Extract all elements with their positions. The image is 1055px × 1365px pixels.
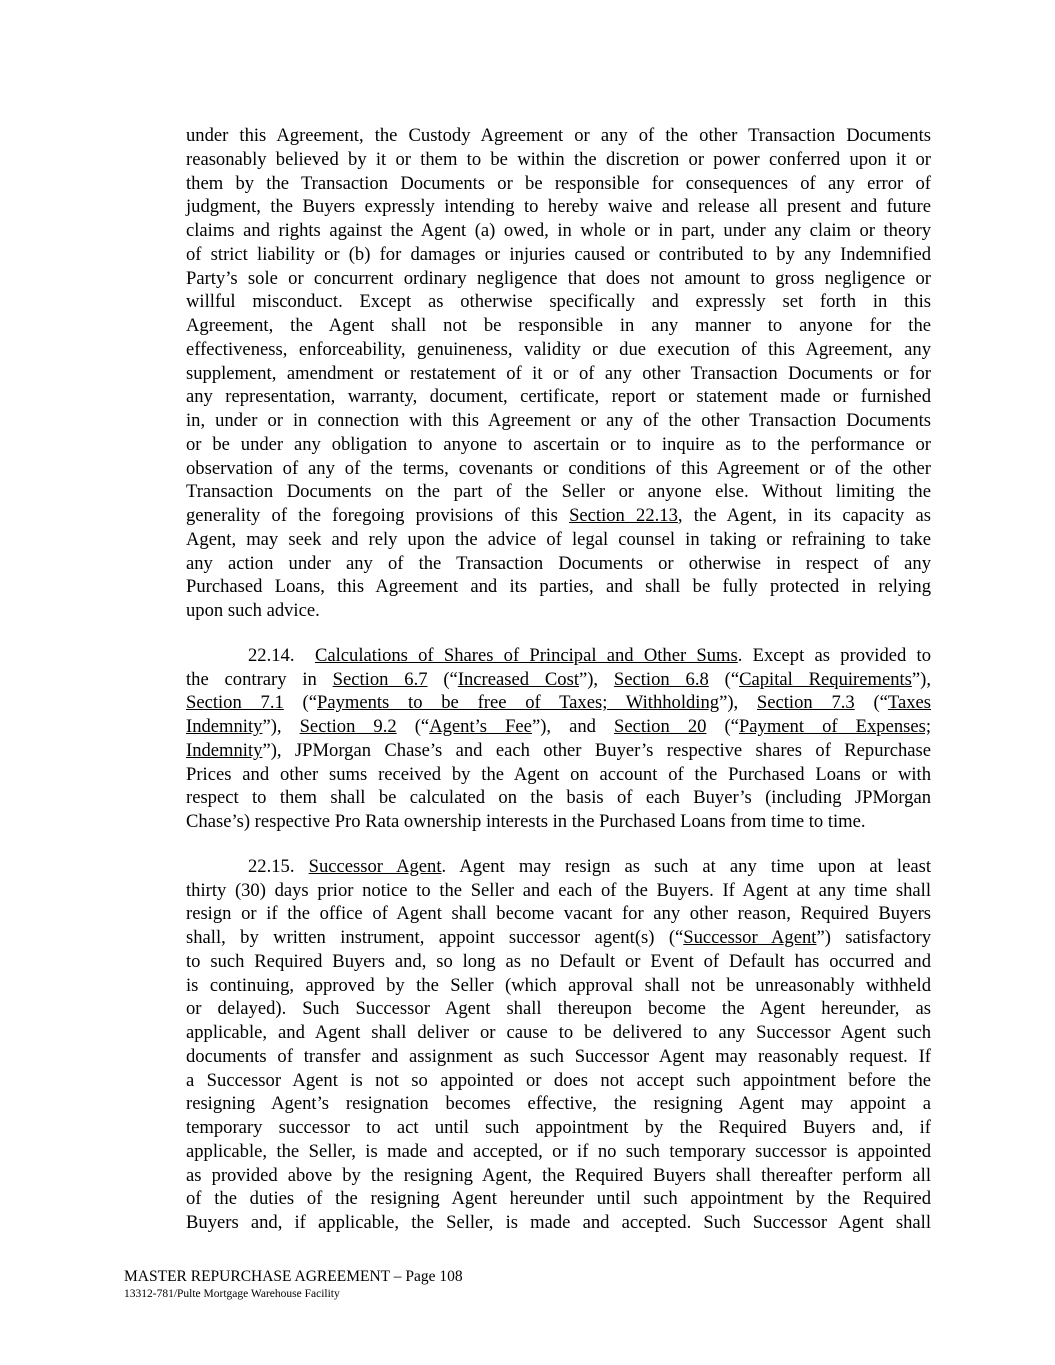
text-line: observation of any of the terms, covenants or conditions of this Agreement or of the other xyxy=(186,457,931,479)
text-span: , the Agent, in its capacity as xyxy=(677,505,931,526)
text-line xyxy=(186,855,931,879)
section-reference: Section 7.3 xyxy=(756,692,855,714)
text-line: Agent, may seek and rely upon the advice of legal counsel in taking or refraining to take xyxy=(186,528,931,550)
text-span: (“ xyxy=(708,668,740,690)
text-line: judgment, the Buyers expressly intending to hereby waive and release all present and future xyxy=(186,196,931,218)
text-line: or delayed). Such Successor Agent shall thereupon become the Agent hereunder, as xyxy=(186,998,931,1020)
defined-term: Increased Cost xyxy=(457,668,579,690)
text-span: (“ xyxy=(396,716,430,737)
text-span: (“ xyxy=(706,716,739,737)
text-line: resigning Agent’s resignation becomes effective, the resigning Agent may appoint a xyxy=(186,1093,931,1115)
text-line: Prices and other sums received by the Agent on account of the Purchased Loans or with xyxy=(186,763,931,785)
defined-term: Indemnity xyxy=(186,716,263,737)
text-line: a Successor Agent is not so appointed or does not accept such appointment before the xyxy=(186,1069,931,1091)
section-number: 22.15. xyxy=(248,855,295,877)
text-line: claims and rights against the Agent (a) owed, in whole or in part, under any claim or theory xyxy=(186,220,931,241)
section-heading: Successor Agent xyxy=(308,855,442,877)
section-reference: Section 6.8 xyxy=(613,668,709,690)
text-line xyxy=(186,504,931,528)
text-line xyxy=(186,668,931,692)
text-line: Party’s sole or concurrent ordinary negligence that does not amount to gross negligence or xyxy=(186,267,931,289)
text-line: documents of transfer and assignment as such Successor Agent may reasonably request. If xyxy=(186,1045,931,1067)
text-line: resign or if the office of Agent shall become vacant for any other reason, Required Buyers xyxy=(186,903,931,925)
text-span: (“ xyxy=(283,692,317,714)
text-line: supplement, amendment or restatement of it or of any other Transaction Documents or for xyxy=(186,362,931,384)
defined-term: Agent’s Fee xyxy=(429,716,532,737)
paragraph-continuation xyxy=(186,124,931,623)
text-span: ”) satisfactory xyxy=(816,927,931,948)
text-line: them by the Transaction Documents or be responsible for consequences of any error of xyxy=(186,172,931,194)
section-reference: Section 7.1 xyxy=(186,692,284,714)
text-line: to such Required Buyers and, so long as no Default or Event of Default has occurred and xyxy=(186,950,931,972)
text-span: . Except as provided to xyxy=(737,644,932,666)
section-reference: Section 6.7 xyxy=(332,668,428,690)
text-line: under this Agreement, the Custody Agreement or any of the other Transaction Documents xyxy=(186,125,931,146)
text-line xyxy=(186,691,931,715)
document-body xyxy=(186,124,931,1235)
text-line: applicable, and Agent shall deliver or cause to be delivered to any Successor Agent such xyxy=(186,1022,931,1043)
text-line: respect to them shall be calculated on the basis of each Buyer’s (including JPMorgan xyxy=(186,787,931,809)
defined-term: Successor Agent xyxy=(683,927,817,948)
defined-term: Taxes xyxy=(887,692,932,714)
text-span: ”), JPMorgan Chase’s and each other Buyer’s respective shares of Repurchase xyxy=(262,739,931,761)
section-reference: Section 20 xyxy=(614,716,707,737)
text-span: generality of the foregoing provisions of this xyxy=(186,505,570,526)
text-line: of the duties of the resigning Agent hereunder until such appointment by the Required xyxy=(186,1188,931,1210)
text-span: ”), xyxy=(262,716,300,737)
section-22-14 xyxy=(186,644,931,834)
text-line: Agreement, the Agent shall not be responsible in any manner to anyone for the xyxy=(186,315,931,336)
text-line: is continuing, approved by the Seller (which approval shall not be unreasonably withheld xyxy=(186,974,931,996)
text-span: (“ xyxy=(854,692,888,714)
text-line: in, under or in connection with this Agreement or any of the other Transaction Documents xyxy=(186,410,931,431)
defined-term: Capital Requirements xyxy=(739,668,912,690)
text-line: applicable, the Seller, is made and accepted, or if no such temporary successor is appointed xyxy=(186,1140,931,1162)
text-span: shall, by written instrument, appoint successor agent(s) (“ xyxy=(186,927,684,948)
section-reference: Section 9.2 xyxy=(299,716,397,737)
text-span: ”), xyxy=(911,668,931,690)
text-span: ”), xyxy=(578,668,614,690)
text-line xyxy=(186,644,931,668)
text-line: any representation, warranty, document, certificate, report or statement made or furnished xyxy=(186,386,931,408)
footer-title: MASTER REPURCHASE AGREEMENT – Page 108 xyxy=(124,1268,463,1285)
text-line xyxy=(186,715,931,739)
text-line: or be under any obligation to anyone to ascertain or to inquire as to the performance or xyxy=(186,433,931,455)
text-span: (“ xyxy=(427,668,458,690)
text-line: Transaction Documents on the part of the Seller or anyone else. Without limiting the xyxy=(186,481,931,503)
footer-document-id: 13312-781/Pulte Mortgage Warehouse Facility xyxy=(124,1288,340,1300)
section-22-15 xyxy=(186,855,931,1235)
text-line: reasonably believed by it or them to be within the discretion or power conferred upon it or xyxy=(186,148,931,170)
defined-term: Payment of Expenses; xyxy=(738,716,932,737)
text-span: ”), xyxy=(719,692,757,714)
text-line: effectiveness, enforceability, genuineness, validity or due execution of this Agreement, any xyxy=(186,338,931,360)
text-line: Purchased Loans, this Agreement and its parties, and shall be fully protected in relying xyxy=(186,576,931,598)
text-line: upon such advice. xyxy=(186,600,320,621)
text-line xyxy=(186,739,931,763)
text-span: . Agent may resign as such at any time upon at least xyxy=(441,855,932,877)
section-reference: Section 22.13 xyxy=(569,505,678,526)
text-line: temporary successor to act until such appointment by the Required Buyers and, if xyxy=(186,1117,931,1138)
defined-term: Payments to be free of Taxes; Withholding xyxy=(316,692,720,714)
section-heading: Calculations of Shares of Principal and Other Sums xyxy=(314,644,738,666)
text-line: Chase’s) respective Pro Rata ownership interests in the Purchased Loans from time to time. xyxy=(186,811,866,832)
text-line: thirty (30) days prior notice to the Seller and each of the Buyers. If Agent at any time shall xyxy=(186,879,931,901)
text-line: of strict liability or (b) for damages or injuries caused or contributed to by any Indemnified xyxy=(186,243,931,265)
text-line xyxy=(186,926,931,950)
text-span: the contrary in xyxy=(186,668,333,690)
text-line: Buyers and, if applicable, the Seller, is made and accepted. Such Successor Agent shall xyxy=(186,1212,931,1233)
defined-term: Indemnity xyxy=(186,739,263,761)
text-line: as provided above by the resigning Agent, the Required Buyers shall thereafter perform all xyxy=(186,1164,931,1186)
section-number: 22.14. xyxy=(248,644,295,666)
text-span: ”), and xyxy=(531,716,614,737)
text-line: any action under any of the Transaction Documents or otherwise in respect of any xyxy=(186,552,931,574)
text-line: willful misconduct. Except as otherwise specifically and expressly set forth in this xyxy=(186,291,931,313)
